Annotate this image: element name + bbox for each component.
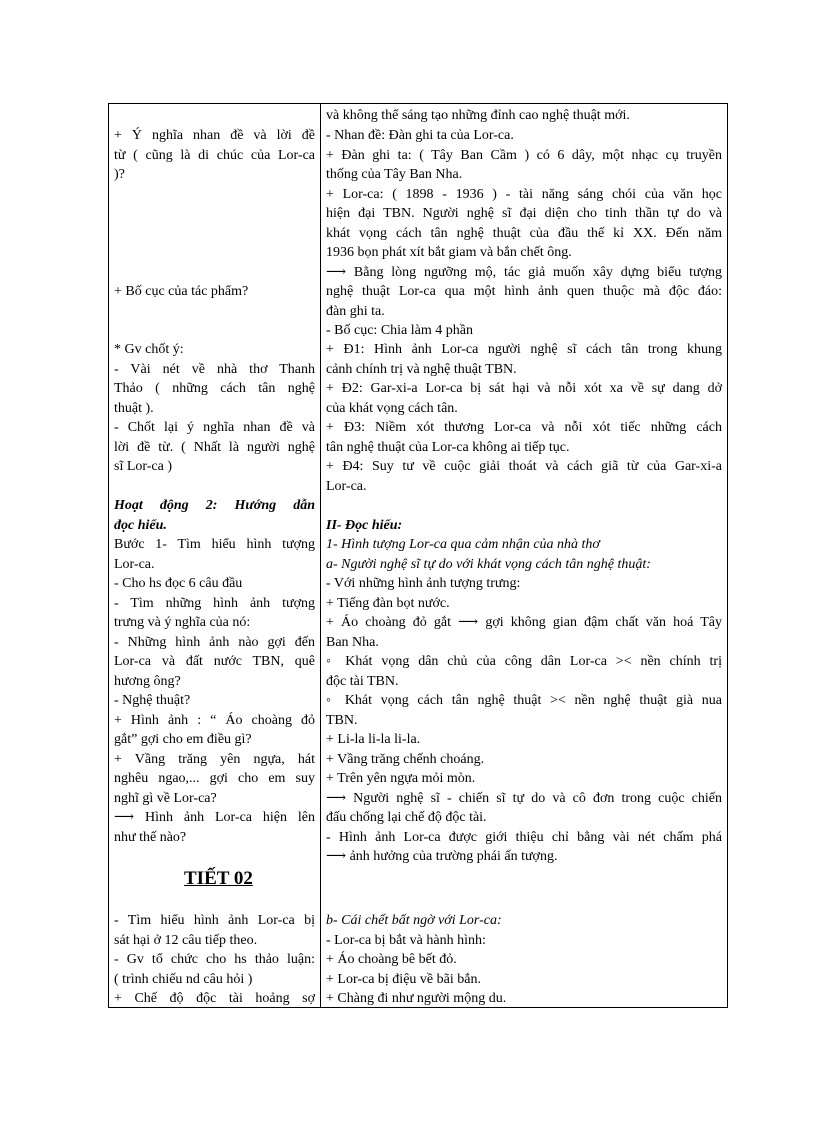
lesson-table (108, 103, 728, 1008)
text-line: + Lor-ca bị điệu về bãi bắn. (326, 972, 481, 987)
text-line: cảnh chính trị và nghệ thuật TBN. (326, 362, 517, 377)
text-line: sĩ Lor-ca ) (114, 459, 173, 474)
text-line: thống của Tây Ban Nha. (326, 167, 463, 182)
text-line: 1936 bọn phát xít bắt giam và bắn chết ông. (326, 245, 572, 260)
text-line: đấu chống lại chế độ độc tài. (326, 810, 487, 825)
text-line: + Áo choàng bê bết đỏ. (326, 952, 457, 967)
text-line: thuật ). (114, 401, 154, 416)
text-line: )? (114, 167, 125, 182)
text-line: nghệ thuật Lor-ca qua một hình ảnh quen thuộc mà độc đáo: (326, 284, 722, 299)
text-line: ( trình chiếu nd câu hỏi ) (114, 972, 253, 987)
text-line: Lor-ca. (114, 557, 155, 572)
text-line: - Nhan đề: Đàn ghi ta của Lor-ca. (326, 128, 514, 143)
text-line: Ban Nha. (326, 635, 379, 650)
text-line: Lor-ca và đất nước TBN, quê (114, 654, 315, 669)
text-line: - Vài nét về nhà thơ Thanh (114, 362, 315, 377)
text-line: lời đề từ. ( Nhất là người nghệ (114, 440, 315, 455)
text-line: - Gv tổ chức cho hs thảo luận: (114, 952, 315, 967)
text-line: ⟶ ảnh hưởng của trường phái ấn tượng. (326, 849, 558, 864)
text-line: hương ông? (114, 674, 181, 689)
text-line: - Bố cục: Chia làm 4 phần (326, 323, 473, 338)
text-line: - Với những hình ảnh tượng trưng: (326, 576, 521, 591)
text-line: TBN. (326, 713, 358, 728)
text-line: 1- Hình tượng Lor-ca qua cảm nhận của nhà thơ (326, 537, 600, 552)
text-line: II- Đọc hiểu: (326, 518, 403, 533)
text-line: + Bố cục của tác phẩm? (114, 284, 249, 299)
text-line: nghĩ gì về Lor-ca? (114, 791, 217, 806)
text-line: ⟶ Bằng lòng ngưỡng mộ, tác giả muốn xây dựng biểu tượng (326, 265, 722, 280)
text-line: ⟶ Hình ảnh Lor-ca hiện lên (114, 810, 315, 825)
text-line: + Lor-ca: ( 1898 - 1936 ) - tài năng sáng chói của văn học (326, 187, 722, 202)
text-line: - Lor-ca bị bắt và hành hình: (326, 933, 486, 948)
text-line: - Tìm những hình ảnh tượng (114, 596, 315, 611)
text-line: tân nghệ thuật của Lor-ca không ai tiếp tục. (326, 440, 570, 455)
text-line: + Đ3: Niềm xót thương Lor-ca và nỗi xót tiếc những cách (326, 420, 722, 435)
text-line: đọc hiểu. (114, 518, 167, 533)
text-line: + Chàng đi như người mộng du. (326, 991, 507, 1006)
text-line: + Vầng trăng yên ngựa, hát (114, 752, 315, 767)
text-line: trưng và ý nghĩa của nó: (114, 615, 251, 630)
text-line: ◦ Khát vọng dân chủ của công dân Lor-ca >< nền chính trị (326, 654, 722, 669)
text-line: + Đ1: Hình ảnh Lor-ca người nghệ sĩ cách tân trong khung (326, 342, 722, 357)
text-line: gắt” gợi cho em điều gì? (114, 732, 252, 747)
text-line: + Hình ảnh : “ Áo choàng đỏ (114, 713, 315, 728)
text-line: a- Người nghệ sĩ tự do với khát vọng cách tân nghệ thuật: (326, 557, 651, 572)
text-line: - Chốt lại ý nghĩa nhan đề và (114, 420, 315, 435)
text-line: * Gv chốt ý: (114, 342, 184, 357)
text-line: ⟶ Người nghệ sĩ - chiến sĩ tự do và cô đơn trong cuộc chiến (326, 791, 722, 806)
text-line: Lor-ca. (326, 479, 367, 494)
text-line: + Trên yên ngựa mỏi mòn. (326, 771, 476, 786)
text-line: + Đ4: Suy tư về cuộc giải thoát và cách giã từ của Gar-xi-a (326, 459, 722, 474)
text-line: Thảo ( những cách tân nghệ (114, 381, 315, 396)
text-line: - Cho hs đọc 6 câu đầu (114, 576, 243, 591)
text-line: + Đ2: Gar-xi-a Lor-ca bị sát hại và nỗi xót xa về sự dang dở (326, 381, 722, 396)
text-line: ◦ Khát vọng cách tân nghệ thuật >< nền nghệ thuật già nua (326, 693, 722, 708)
text-line: hiện đại TBN. Người nghệ sĩ đại diện cho tinh thần tự do và (326, 206, 722, 221)
text-line: Hoạt động 2: Hướng dẫn (114, 498, 315, 513)
column-divider (320, 104, 321, 1007)
text-line: nghêu ngao,... gợi cho em suy (114, 771, 315, 786)
text-line: như thế nào? (114, 830, 187, 845)
text-line: + Đàn ghi ta: ( Tây Ban Cầm ) có 6 dây, một nhạc cụ truyền (326, 148, 722, 163)
text-line: đàn ghi ta. (326, 304, 385, 319)
text-line: Bước 1- Tìm hiểu hình tượng (114, 537, 315, 552)
text-line: khát vọng cách tân nghệ thuật của đầu thế kỉ XX. Đến năm (326, 226, 722, 241)
text-line: và không thể sáng tạo những đỉnh cao nghệ thuật mới. (326, 108, 630, 123)
text-line: - Những hình ảnh nào gợi đến (114, 635, 315, 650)
text-line: + Áo choàng đỏ gắt ⟶ gợi không gian đậm chất văn hoá Tây (326, 615, 722, 630)
lesson-heading: TIẾT 02 (184, 868, 253, 889)
text-line: + Tiếng đàn bọt nước. (326, 596, 450, 611)
text-line: độc tài TBN. (326, 674, 399, 689)
text-line: b- Cái chết bất ngờ với Lor-ca: (326, 913, 502, 928)
text-line: - Nghệ thuật? (114, 693, 191, 708)
text-line: - Tìm hiểu hình ảnh Lor-ca bị (114, 913, 315, 928)
text-line: + Vầng trăng chếnh choáng. (326, 752, 485, 767)
text-line: sát hại ở 12 câu tiếp theo. (114, 933, 258, 948)
text-line: + Chế độ độc tài hoảng sợ (114, 991, 315, 1006)
text-line: của khát vọng cách tân. (326, 401, 458, 416)
text-line: + Ý nghĩa nhan đề và lời đề (114, 128, 315, 143)
text-line: + Li-la li-la li-la. (326, 732, 421, 747)
text-line: từ ( cũng là di chúc của Lor-ca (114, 148, 315, 163)
text-line: - Hình ảnh Lor-ca được giới thiệu chỉ bằng vài nét chấm phá (326, 830, 722, 845)
